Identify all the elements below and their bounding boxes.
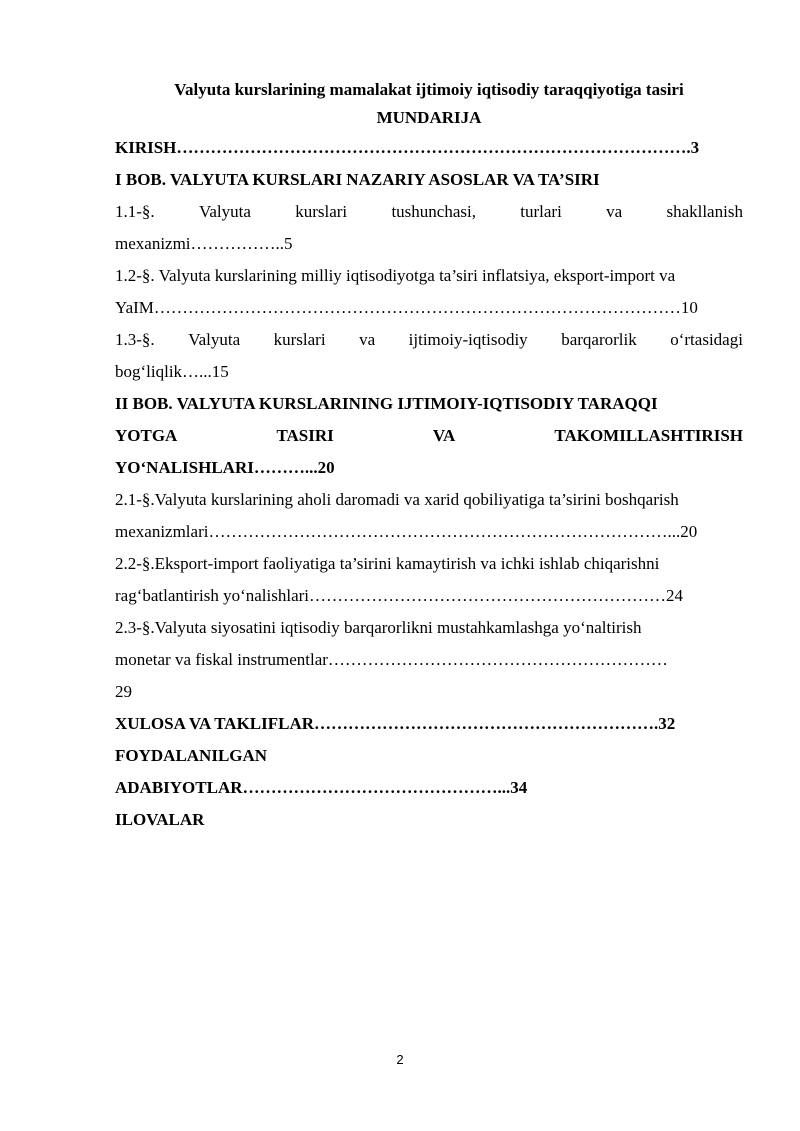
toc-word: ijtimoiy-iqtisodiy <box>408 330 528 349</box>
document-title: Valyuta kurslarining mamalakat ijtimoiy iqtisodiy taraqqiyotiga tasiri <box>174 80 684 99</box>
toc-entry-2-2-cont: rag‘batlantirish yo‘nalishlari………………………………………………………24 <box>115 586 684 605</box>
toc-word: shakllanish <box>666 202 743 221</box>
toc-entry-1-2-cont: YaIM…………………………………………………………………………………10 <box>115 298 698 317</box>
toc-word: va <box>359 330 376 349</box>
toc-word: kurslari <box>295 202 348 221</box>
toc-entry-foydalanilgan: FOYDALANILGAN <box>115 746 268 765</box>
toc-entry-1-2: 1.2-§. Valyuta kurslarining milliy iqtisodiyotga ta’siri inflatsiya, eksport-import va <box>115 266 676 285</box>
toc-entry-1-1 <box>115 196 743 228</box>
toc-entry-2-1-cont: mexanizmlari………………………………………………………………………...20 <box>115 522 698 541</box>
toc-entry-ilovalar: ILOVALAR <box>115 810 205 829</box>
toc-entry-bob2-end: YO‘NALISHLARI………...20 <box>115 458 335 477</box>
toc-entry-1-3-cont: bog‘liqlik…...15 <box>115 362 229 381</box>
toc-word: YOTGA <box>115 426 178 445</box>
toc-heading: MUNDARIJA <box>376 108 482 127</box>
toc-entry-2-3-cont: monetar va fiskal instrumentlar…………………………………………………… <box>115 650 668 669</box>
page-number: 2 <box>396 1052 404 1067</box>
toc-entry-1-1-cont: mexanizmi……………..5 <box>115 234 293 253</box>
toc-entry-2-3: 2.3-§.Valyuta siyosatini iqtisodiy barqarorlikni mustahkamlashga yo‘naltirish <box>115 618 642 637</box>
toc-entry-1-3 <box>115 324 743 356</box>
toc-entry-xulosa: XULOSA VA TAKLIFLAR…………………………………………………….32 <box>115 714 676 733</box>
toc-word: barqarorlik <box>561 330 637 349</box>
toc-word: kurslari <box>273 330 326 349</box>
toc-entry-2-1: 2.1-§.Valyuta kurslarining aholi daromadi va xarid qobiliyatiga ta’sirini boshqarish <box>115 490 679 509</box>
toc-word: tushunchasi, <box>391 202 476 221</box>
toc-word: 1.1-§. <box>115 202 155 221</box>
toc-entry-bob2: II BOB. VALYUTA KURSLARINING IJTIMOIY-IQTISODIY TARAQQI <box>115 394 658 413</box>
toc-entry-adabiyotlar: ADABIYOTLAR………………………………………...34 <box>115 778 528 797</box>
toc-word: TASIRI <box>276 426 334 445</box>
toc-word: 1.3-§. <box>115 330 155 349</box>
toc-word: turlari <box>520 202 562 221</box>
toc-entry-2-3-page: 29 <box>115 682 132 701</box>
toc-word: TAKOMILLASHTIRISH <box>554 426 743 445</box>
toc-word: Valyuta <box>188 330 241 349</box>
toc-word: Valyuta <box>198 202 251 221</box>
toc-entry-kirish: KIRISH……………………………………………………………………………….3 <box>115 138 700 157</box>
toc-entry-bob1: I BOB. VALYUTA KURSLARI NAZARIY ASOSLAR VA TA’SIRI <box>115 170 600 189</box>
toc-entry-2-2: 2.2-§.Eksport-import faoliyatiga ta’sirini kamaytirish va ichki ishlab chiqarishni <box>115 554 660 573</box>
toc-word: o‘rtasidagi <box>670 330 743 349</box>
toc-word: va <box>606 202 623 221</box>
document-page <box>115 76 743 836</box>
toc-entry-bob2-cont <box>115 420 743 452</box>
toc-word: VA <box>432 426 456 445</box>
